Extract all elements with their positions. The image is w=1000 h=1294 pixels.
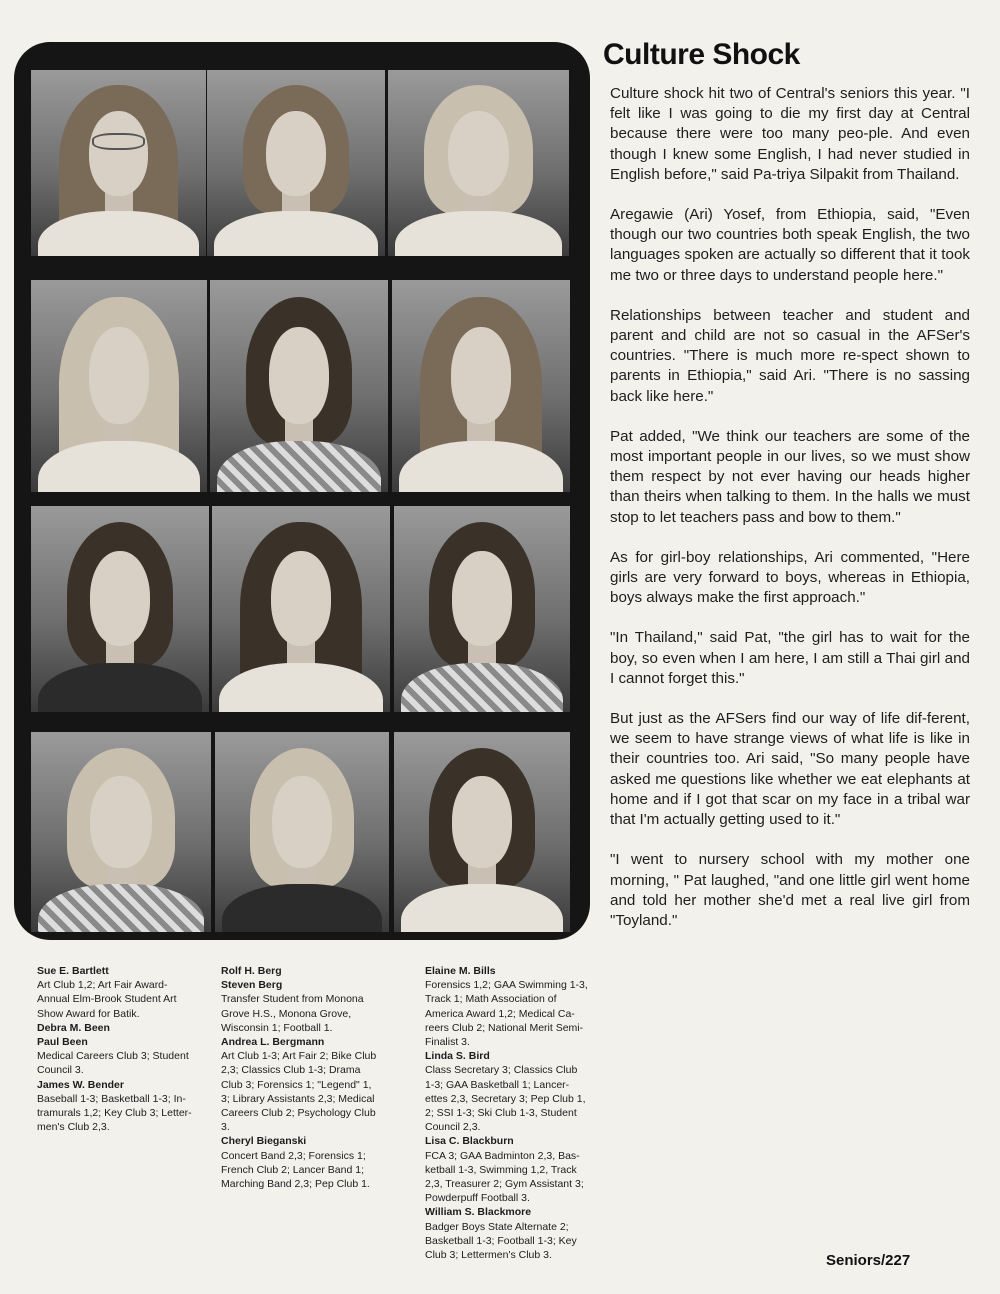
senior-name: William S. Blackmore [425, 1206, 532, 1219]
article-body [610, 84, 970, 951]
senior-activities: Baseball 1-3; Basketball 1-3; In-tramurals 1,2; Key Club 3; Letter-men's Club 2,3. [37, 1092, 192, 1134]
senior-name: Andrea L. Bergmann [221, 1036, 325, 1049]
senior-activities: Forensics 1,2; GAA Swimming 1-3, Track 1; Math Association of America Award 1,2; Medical Ca-reers Club 2; National Merit Semi-Finalist 3. [425, 979, 588, 1049]
page-folio: Seniors/227 [826, 1252, 911, 1269]
senior-activities: FCA 3; GAA Badminton 2,3, Bas-ketball 1-3, Swimming 1,2, Track 2,3, Treasurer 2; Gym Assistant 3; Powderpuff Football 3. [425, 1149, 584, 1205]
senior-activities: Concert Band 2,3; Forensics 1; French Club 2; Lancer Band 1; Marching Band 2,3; Pep Club 1. [221, 1149, 370, 1191]
caption-column-2 [221, 964, 381, 1191]
senior-activities: Medical Careers Club 3; Student Council 3. [37, 1050, 189, 1077]
article-title: Culture Shock [603, 38, 800, 71]
senior-name: Elaine M. Bills [425, 965, 496, 977]
senior-portrait [212, 506, 390, 712]
senior-portrait [31, 732, 211, 932]
senior-name: Rolf H. Berg [221, 965, 282, 977]
senior-portrait [31, 280, 207, 492]
caption-column-1 [37, 964, 197, 1134]
senior-name: James W. Bender [37, 1078, 124, 1091]
senior-name: Debra M. Been [37, 1021, 110, 1034]
senior-name: Steven Berg [221, 979, 283, 992]
senior-activities: Art Club 1-3; Art Fair 2; Bike Club 2,3; Classics Club 1-3; Drama Club 3; Forensics 1; "Legend" 1, 3; Library Assistants 2,3; Medical Careers Club 2; Psychology Club 3. [221, 1050, 377, 1134]
senior-portrait [210, 280, 388, 492]
senior-portrait [31, 70, 206, 256]
article-paragraph: As for girl-boy relationships, Ari commented, "Here girls are very forward to boys, whereas in Ethiopia, boys always make the first approach." [610, 548, 970, 607]
senior-name: Linda S. Bird [425, 1050, 490, 1063]
article-paragraph: Culture shock hit two of Central's seniors this year. "I felt like I was going to die my first day at Central because there were too many peo-ple. And even though I knew some English, I had never studied in English before," said Pa-triya Silpakit from Thailand. [610, 85, 970, 183]
senior-portrait [207, 70, 385, 256]
article-paragraph: But just as the AFSers find our way of life dif-ferent, we seem to have strange views of what life is like in their countries too. Ari said, "So many people have asked me questions like whether we eat elephants at home and if I got that scar on my face in a tribal war that I'm actually getting used to it." [610, 710, 970, 829]
senior-activities: Class Secretary 3; Classics Club 1-3; GAA Basketball 1; Lancer-ettes 2,3, Secretary 3; Pep Club 1, 2; SSI 1-3; Ski Club 1-3, Student Council 2,3. [425, 1064, 586, 1134]
senior-activities: Transfer Student from Monona Grove H.S., Monona Grove, Wisconsin 1; Football 1. [221, 993, 364, 1034]
senior-name: Cheryl Bieganski [221, 1135, 307, 1148]
senior-portrait-panel [14, 42, 590, 940]
senior-portrait [394, 732, 570, 932]
senior-portrait [388, 70, 569, 256]
senior-name: Paul Been [37, 1036, 88, 1049]
senior-portrait [392, 280, 570, 492]
senior-name: Sue E. Bartlett [37, 965, 109, 977]
caption-column-3 [425, 964, 589, 1262]
article-paragraph: Relationships between teacher and student and parent and child are not so casual in the AFSer's countries. "There is much more re-spect shown to parents in Ethiopia," said Ari. "There is no sassing back like here." [610, 306, 970, 405]
senior-name: Lisa C. Blackburn [425, 1135, 514, 1148]
article-paragraph: "In Thailand," said Pat, "the girl has to wait for the boy, so even when I am here, I am still a Thai girl and I cannot forget this." [610, 629, 970, 687]
senior-activities: Art Club 1,2; Art Fair Award-Annual Elm-Brook Student Art Show Award for Batik. [37, 979, 177, 1020]
senior-portrait [394, 506, 570, 712]
senior-activities: Badger Boys State Alternate 2; Basketball 1-3; Football 1-3; Key Club 3; Lettermen's Club 3. [425, 1220, 577, 1262]
article-paragraph: Aregawie (Ari) Yosef, from Ethiopia, said, "Even though our two countries both speak English, the two languages spoken are actually so different that it took me two or three days to understand people here." [610, 206, 970, 284]
article-paragraph: "I went to nursery school with my mother one morning, " Pat laughed, "and one little girl went home and told her mother she'd met a real live girl from "Toyland." [610, 851, 970, 929]
article-paragraph: Pat added, "We think our teachers are some of the most important people in our lives, so we must show them respect by not ever having our heads higher than theirs when talking to them. In the halls we must stop to let teachers pass and bow to them." [610, 427, 970, 526]
senior-portrait [31, 506, 209, 712]
senior-portrait [215, 732, 389, 932]
